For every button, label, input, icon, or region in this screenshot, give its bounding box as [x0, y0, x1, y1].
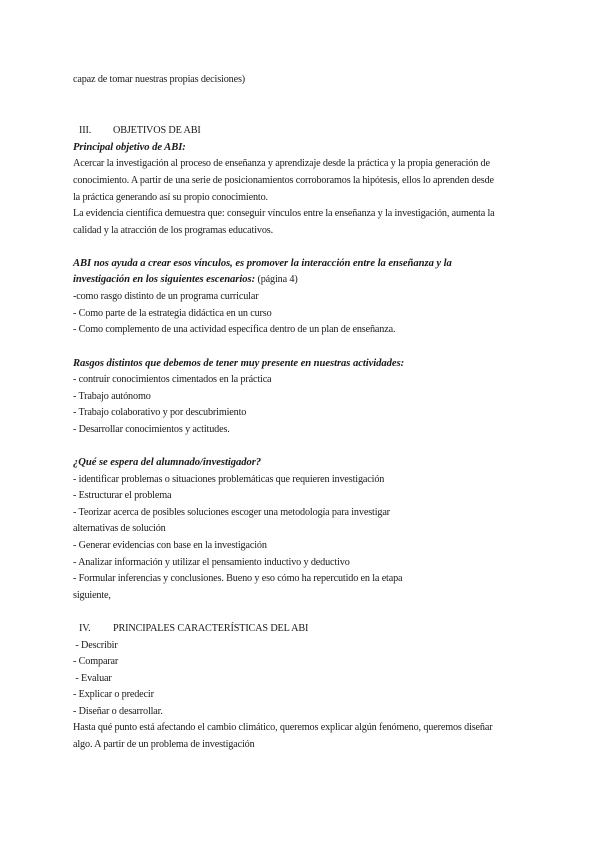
alumnado-heading: ¿Qué se espera del alumnado/investigador?: [73, 457, 262, 468]
list-item: - Diseñar o desarrollar.: [73, 706, 163, 717]
list-item: - Comparar: [73, 656, 119, 667]
paragraph-line: Hasta qué punto está afectando el cambio climático, queremos explicar algún fenómeno, queremos diseñar: [73, 722, 493, 733]
vinculos-heading-line: [73, 272, 298, 288]
vinculos-heading-continuation: investigación en los siguientes escenarios:: [73, 274, 256, 285]
list-item: -como rasgo distinto de un programa curricular: [73, 291, 259, 302]
list-item: - Trabajo colaborativo y por descubrimiento: [73, 407, 247, 418]
section-3-heading: [73, 123, 201, 139]
list-item: alternativas de solución: [73, 523, 166, 534]
list-item: - Estructurar el problema: [73, 490, 172, 501]
list-item: - Desarrollar conocimientos y actitudes.: [73, 424, 230, 435]
intro-line: capaz de tomar nuestras propias decisiones): [73, 74, 246, 85]
list-item: - Explicar o predecir: [73, 689, 154, 700]
section-4-number: IV.: [79, 623, 91, 634]
section-4-title: PRINCIPALES CARACTERÍSTICAS DEL ABI: [113, 623, 309, 634]
paragraph-line: algo. A partir de un problema de investigación: [73, 739, 255, 750]
section-3-title: OBJETIVOS DE ABI: [113, 125, 201, 136]
list-item: - contruir conocimientos cimentados en la práctica: [73, 374, 272, 385]
paragraph-line: La evidencia científica demuestra que: conseguir vínculos entre la enseñanza y la investigación, aumenta la: [73, 208, 495, 219]
principal-objective-heading: Principal objetivo de ABI:: [73, 142, 186, 153]
list-item: - Generar evidencias con base en la investigación: [73, 540, 267, 551]
paragraph-line: Acercar la investigación al proceso de enseñanza y aprendizaje desde la práctica y la propia generación de: [73, 158, 490, 169]
vinculos-heading-line: ABI nos ayuda a crear esos vínculos, es promover la interacción entre la enseñanza y la: [73, 258, 452, 269]
list-item: - Trabajo autónomo: [73, 391, 151, 402]
list-item: - Formular inferencias y conclusiones. Bueno y eso cómo ha repercutido en la etapa: [73, 573, 403, 584]
list-item: - Evaluar: [73, 673, 112, 684]
list-item: - Analizar información y utilizar el pensamiento inductivo y deductivo: [73, 557, 350, 568]
list-item: - identificar problemas o situaciones problemáticas que requieren investigación: [73, 474, 385, 485]
paragraph-line: calidad y la atracción de los programas educativos.: [73, 225, 273, 236]
list-item: - Teorizar acerca de posibles soluciones escoger una metodología para investigar: [73, 507, 390, 518]
page-reference-note: (página 4): [255, 274, 298, 285]
list-item: - Como parte de la estrategia didáctica en un curso: [73, 308, 272, 319]
section-3-number: III.: [79, 125, 92, 136]
list-item: - Describir: [73, 640, 118, 651]
paragraph-line: la práctica generando así su propio conocimiento.: [73, 192, 268, 203]
list-item: siguiente,: [73, 590, 111, 601]
list-item: - Como complemento de una actividad específica dentro de un plan de enseñanza.: [73, 324, 396, 335]
rasgos-heading: Rasgos distintos que debemos de tener muy presente en nuestras actividades:: [73, 358, 405, 369]
paragraph-line: conocimiento. A partir de una serie de posicionamientos corroboramos la hipótesis, ellos lo aprenden desde: [73, 175, 494, 186]
section-4-heading: [73, 621, 308, 637]
